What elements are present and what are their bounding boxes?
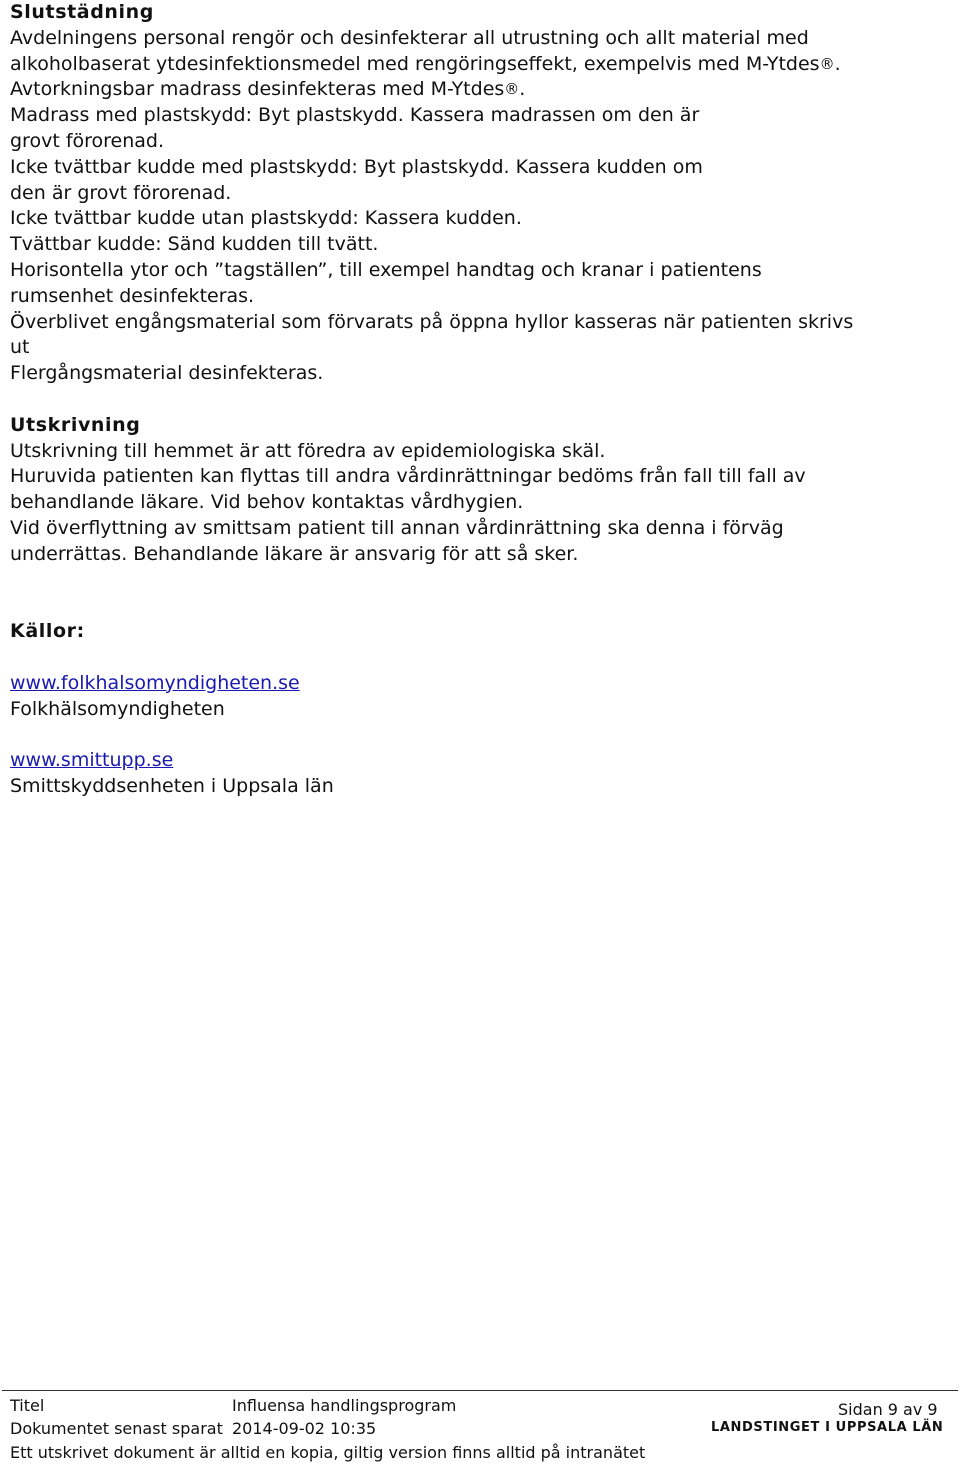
footer-title-label: Titel [10,1396,45,1415]
text-fragment: alkoholbaserat ytdesinfektionsmedel med rengöringseffekt, exempelvis med M-Ytdes [10,52,820,75]
text-fragment: Avtorkningsbar madrass desinfekteras med M-Ytdes [10,78,505,101]
text-line: Avdelningens personal rengör och desinfekterar all utrustning och allt material med [10,26,809,49]
text-line: Icke tvättbar kudde med plastskydd: Byt plastskydd. Kassera kudden om [10,155,703,178]
text-line: Flergångsmaterial desinfekteras. [10,362,324,385]
text-line: Överblivet engångsmaterial som förvarats på öppna hyllor kasseras när patienten skrivs [10,310,854,333]
source-name: Smittskyddsenheten i Uppsala län [10,774,334,797]
spacer [10,593,955,619]
text-line-with-mark [10,77,955,103]
spacer [10,722,955,748]
period: . [834,52,841,75]
text-line: grovt förorenad. [10,129,165,152]
text-line: Horisontella ytor och ”tagställen”, till exempel handtag och kranar i patientens [10,258,762,281]
text-line: Madrass med plastskydd: Byt plastskydd. Kassera madrassen om den är [10,104,700,127]
text-line: Vid överflyttning av smittsam patient till annan vårdinrättning ska denna i förväg [10,516,784,539]
text-line: Tvättbar kudde: Sänd kudden till tvätt. [10,233,379,256]
spacer [10,645,955,671]
footer-note: Ett utskrivet dokument är alltid en kopia, giltig version finns alltid på intranätet [10,1443,646,1462]
source-link-smittupp[interactable]: www.smittupp.se [10,749,174,772]
spacer [10,568,955,594]
period: . [519,78,526,101]
registered-mark: ® [819,54,835,73]
footer-page-number: Sidan 9 av 9 [838,1400,938,1419]
text-line: behandlande läkare. Vid behov kontaktas vårdhygien. [10,491,524,514]
text-line: den är grovt förorenad. [10,181,232,204]
text-line: ut [10,336,30,359]
footer-title-value: Influensa handlingsprogram [232,1396,457,1415]
registered-mark: ® [504,80,520,99]
text-line: underrättas. Behandlande läkare är ansvarig för att så sker. [10,542,579,565]
footer-divider [2,1390,958,1391]
document-body [10,0,955,800]
section-heading-kallor: Källor: [10,620,85,643]
source-name: Folkhälsomyndigheten [10,697,225,720]
section-heading-slutstadning: Slutstädning [10,1,154,23]
text-line: Utskrivning till hemmet är att föredra av epidemiologiska skäl. [10,439,606,462]
source-link-folkhalsomyndigheten[interactable]: www.folkhalsomyndigheten.se [10,671,300,694]
section-heading-utskrivning: Utskrivning [10,413,141,436]
text-line: rumsenhet desinfekteras. [10,284,255,307]
footer-organization: LANDSTINGET I UPPSALA LÄN [711,1420,944,1435]
spacer [10,387,955,413]
text-line-with-mark [10,52,955,78]
footer-date-value: 2014-09-02 10:35 [232,1419,377,1438]
footer-date-label: Dokumentet senast sparat [10,1419,223,1438]
text-line: Huruvida patienten kan flyttas till andra vårdinrättningar bedöms från fall till fall av [10,465,806,488]
text-line: Icke tvättbar kudde utan plastskydd: Kassera kudden. [10,207,522,230]
